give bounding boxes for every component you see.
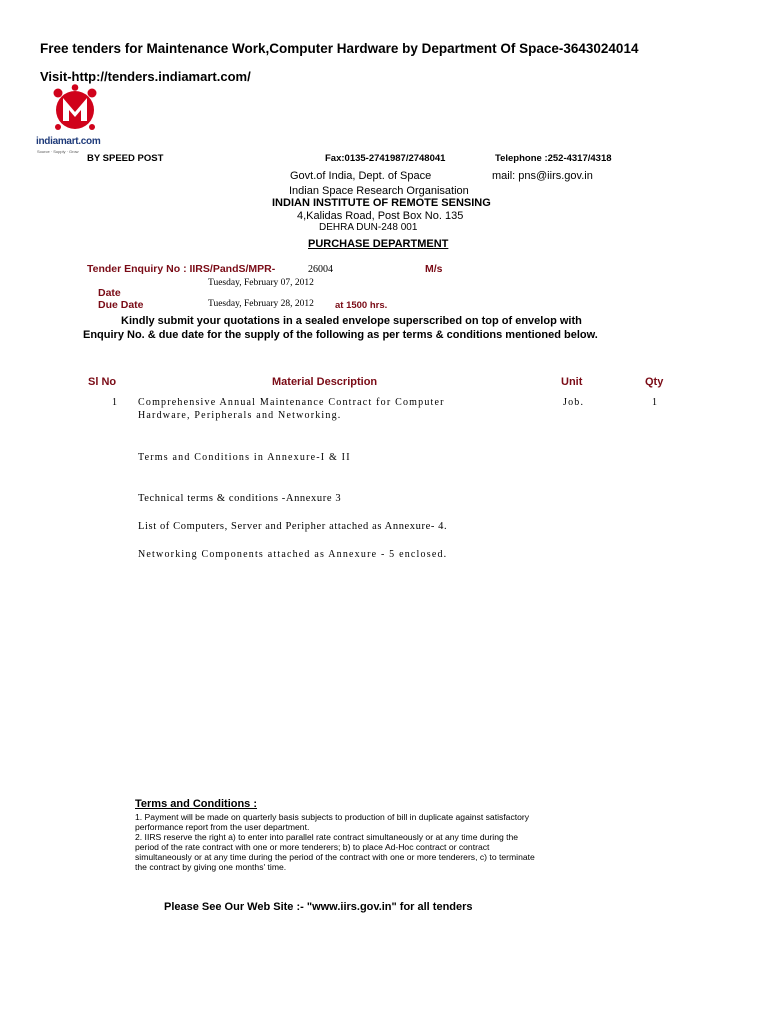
logo-tagline: Source · Supply · Grow (37, 149, 79, 154)
terms-line: simultaneously or at any time during the period of the contract with one or more tenderers, c) to terminate (135, 852, 535, 862)
logo-wordmark: indiamart.com (36, 136, 101, 147)
row-description-line-2: Hardware, Peripherals and Networking. (138, 410, 342, 421)
indiamart-logo[interactable] (34, 84, 116, 158)
row-sl-no: 1 (112, 397, 117, 408)
due-date-label: Due Date (98, 299, 144, 311)
organisation-name: Indian Space Research Organisation (289, 185, 469, 197)
row-qty: 1 (652, 397, 657, 408)
telephone-number: Telephone :252-4317/4318 (495, 153, 612, 164)
terms-line: the contract by giving one months' time. (135, 862, 287, 872)
note-annexure-5: Networking Components attached as Annexure - 5 enclosed. (138, 549, 448, 560)
tender-enquiry-number: 26004 (308, 264, 333, 275)
address-line-2: DEHRA DUN-248 001 (319, 222, 418, 233)
row-unit: Job. (563, 397, 585, 408)
date-label: Date (98, 287, 121, 299)
visit-link[interactable]: Visit-http://tenders.indiamart.com/ (40, 69, 251, 84)
purchase-department-heading: PURCHASE DEPARTMENT (308, 238, 449, 250)
tender-enquiry-label: Tender Enquiry No : IIRS/PandS/MPR- (87, 263, 276, 275)
note-annexure-4: List of Computers, Server and Peripher attached as Annexure- 4. (138, 521, 448, 532)
column-header-sl-no: Sl No (88, 376, 117, 388)
instructions-paragraph: Kindly submit your quotations in a sealed envelope superscribed on top of envelop with Enquiry No. & due date for the supply of the following as per terms & conditions mentioned below. (83, 315, 598, 341)
terms-line: 2. IIRS reserve the right a) to enter into parallel rate contract simultaneously or at any time during the (135, 832, 519, 842)
enquiry-date-value: Tuesday, February 07, 2012 (208, 278, 314, 288)
fax-number: Fax:0135-2741987/2748041 (325, 153, 446, 164)
column-header-unit: Unit (561, 376, 583, 388)
govt-line: Govt.of India, Dept. of Space (290, 170, 432, 182)
address-line-1: 4,Kalidas Road, Post Box No. 135 (297, 210, 464, 222)
institute-name: INDIAN INSTITUTE OF REMOTE SENSING (272, 197, 491, 209)
mail-address[interactable]: mail: pns@iirs.gov.in (492, 170, 593, 182)
due-time: at 1500 hrs. (335, 300, 388, 311)
ms-label: M/s (425, 263, 443, 275)
document-title: Free tenders for Maintenance Work,Computer Hardware by Department Of Space-3643024014 (40, 41, 639, 56)
row-description-line-1: Comprehensive Annual Maintenance Contract for Computer (138, 397, 445, 408)
terms-line: 1. Payment will be made on quarterly basis subjects to production of bill in duplicate against satisfactory (135, 812, 530, 822)
terms-heading: Terms and Conditions : (135, 798, 258, 810)
website-footer: Please See Our Web Site :- "www.iirs.gov.in" for all tenders (164, 901, 473, 913)
terms-line: performance report from the user department. (135, 822, 310, 832)
note-annexure-3: Technical terms & conditions -Annexure 3 (138, 493, 342, 504)
due-date-value: Tuesday, February 28, 2012 (208, 299, 314, 309)
column-header-description: Material Description (272, 376, 378, 388)
by-speed-post: BY SPEED POST (87, 153, 164, 164)
column-header-qty: Qty (645, 376, 664, 388)
note-annexure-1-2: Terms and Conditions in Annexure-I & II (138, 452, 351, 463)
terms-line: period of the rate contract with one or more tenderers; b) to place Ad-Hoc contract or contract (135, 842, 490, 852)
